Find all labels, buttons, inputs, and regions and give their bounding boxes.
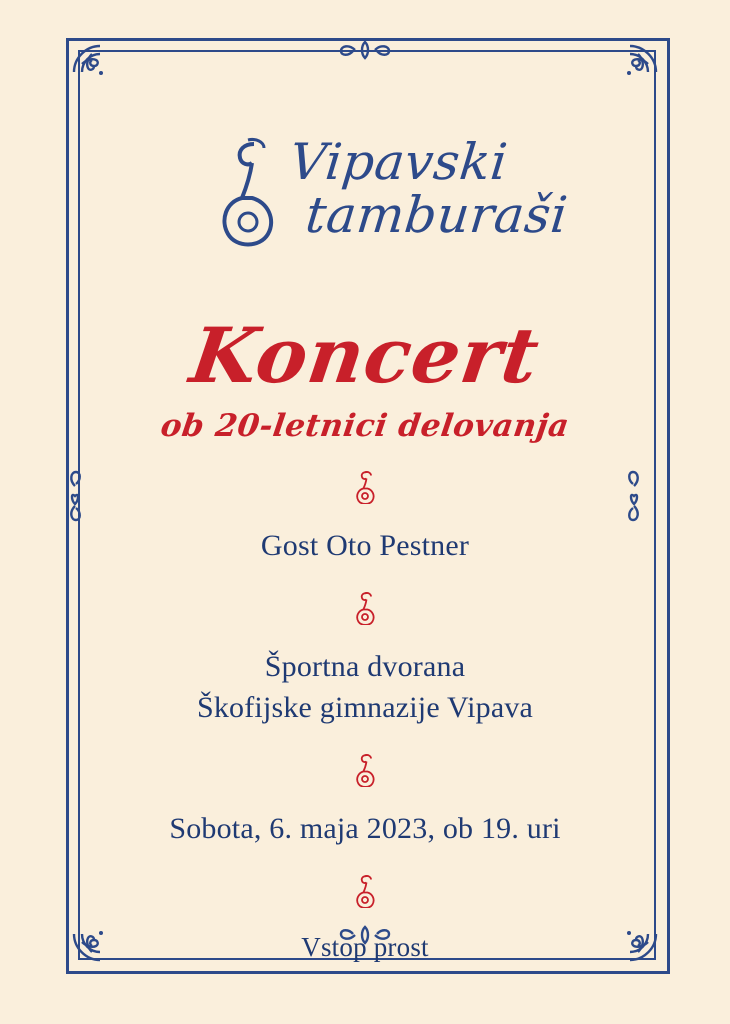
tambura-divider-icon xyxy=(352,470,378,504)
poster-title: Koncert xyxy=(185,311,545,400)
venue-line-1: Športna dvorana xyxy=(264,650,466,683)
tambura-divider-icon xyxy=(352,591,378,625)
tambura-logo-icon xyxy=(210,136,288,254)
edge-ornament-icon xyxy=(62,448,88,544)
guest-line: Gost Oto Pestner xyxy=(260,529,470,562)
logo-line-1: Vipavski xyxy=(286,133,511,191)
admission-line: Vstop prost xyxy=(301,932,429,962)
logo-line-2: tamburaši xyxy=(302,185,571,244)
ensemble-logo xyxy=(95,128,635,258)
poster-subtitle: ob 20-letnici delovanja xyxy=(158,408,572,444)
edge-ornament-icon xyxy=(317,38,413,64)
ensemble-logo-text xyxy=(286,133,635,244)
tambura-divider-icon xyxy=(352,753,378,787)
poster-content xyxy=(95,90,635,962)
datetime-line: Sobota, 6. maja 2023, ob 19. uri xyxy=(169,812,561,845)
tambura-divider-icon xyxy=(352,874,378,908)
venue-line-2: Škofijske gimnazije Vipava xyxy=(196,691,534,724)
